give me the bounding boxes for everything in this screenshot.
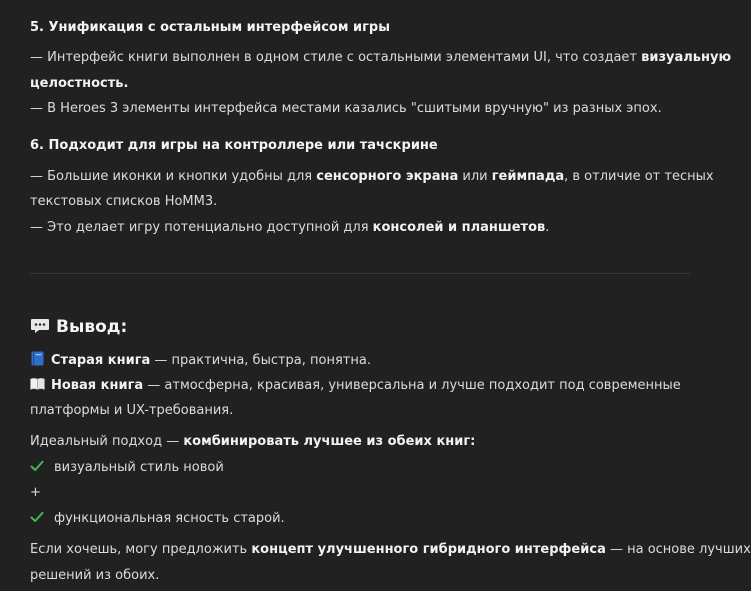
bold-text: визуальную — [641, 50, 732, 65]
section-5-heading: 5. Унификация с остальным интерфейсом игры — [30, 20, 390, 35]
text-span: , в отличие от тесных — [564, 169, 714, 184]
old-book-line — [30, 351, 371, 370]
check-item-1 — [30, 459, 224, 477]
bold-text: концепт улучшенного гибридного интерфейса — [251, 542, 606, 557]
check-item-2 — [30, 510, 285, 528]
plus-sign: + — [30, 485, 41, 500]
conclusion-title: Вывод: — [56, 317, 128, 337]
checkmark-icon — [30, 460, 44, 472]
section-6-heading: 6. Подходит для игры на контроллере или тачскрине — [30, 138, 438, 153]
text-span: Идеальный подход — — [30, 434, 184, 449]
ideal-approach-line — [30, 433, 475, 451]
new-book-label: Новая книга — [51, 378, 144, 393]
text-span: — Большие иконки и кнопки удобны для — [30, 169, 317, 184]
old-book-label: Старая книга — [51, 353, 151, 368]
bold-text: консолей и планшетов — [372, 220, 546, 235]
section-6-line-3 — [30, 219, 549, 237]
speech-bubble-icon — [30, 318, 50, 334]
offer-line — [30, 541, 751, 559]
new-book-line — [30, 376, 681, 395]
checkmark-icon — [30, 511, 44, 523]
new-book-line-2: платформы и UX-требования. — [30, 403, 234, 418]
check-item-text: визуальный стиль новой — [54, 460, 224, 475]
section-divider — [30, 273, 690, 274]
section-5-line-2 — [30, 75, 128, 93]
new-book-text: — атмосферна, красивая, универсальна и лучше подходит под современные — [143, 378, 681, 393]
bold-text: целостность. — [30, 76, 129, 91]
section-5-line-3: — В Heroes 3 элементы интерфейса местами казались "сшитыми вручную" из разных эпох. — [30, 101, 662, 116]
bold-text: геймпада — [491, 169, 565, 184]
text-span: или — [458, 169, 492, 184]
text-span: . — [545, 220, 550, 235]
text-span: — Интерфейс книги выполнен в одном стиле с остальными элементами UI, что создает — [30, 50, 642, 65]
bold-text: комбинировать лучшее из обеих книг: — [183, 434, 476, 449]
check-item-text: функциональная ясность старой. — [54, 511, 285, 526]
open-book-icon — [30, 376, 45, 391]
blue-book-icon — [30, 351, 45, 366]
section-6-line-1 — [30, 168, 714, 186]
text-span: — Это делает игру потенциально доступной для — [30, 220, 373, 235]
text-span: Если хочешь, могу предложить — [30, 542, 252, 557]
bold-text: сенсорного экрана — [316, 169, 459, 184]
conclusion-heading — [30, 316, 127, 338]
section-5-line-1 — [30, 49, 731, 67]
section-6-line-2: текстовых списков HoMM3. — [30, 194, 218, 209]
text-span: — на основе лучших — [605, 542, 751, 557]
offer-line-2: решений из обоих. — [30, 568, 160, 583]
old-book-text: — практична, быстра, понятна. — [150, 353, 371, 368]
